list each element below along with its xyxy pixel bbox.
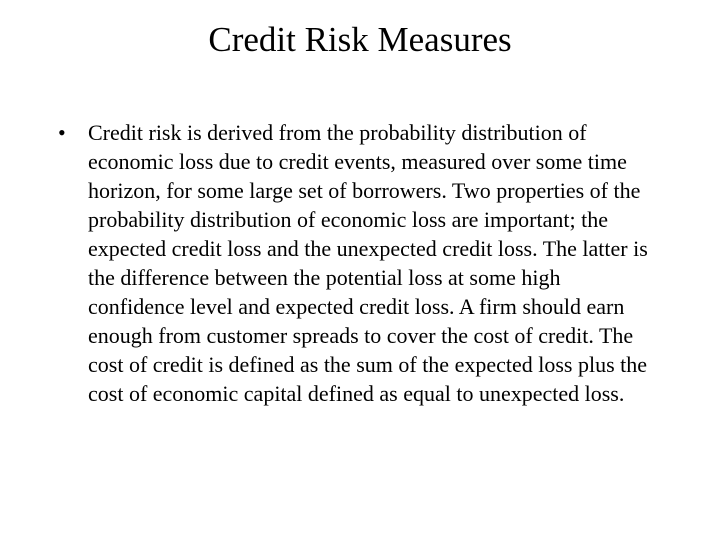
bullet-text: Credit risk is derived from the probability distribution of economic loss due to credit events, measured over some time horizon, for some large set of borrowers. Two properties of the probability distribution of economic loss are important; the expected credit loss and the unexpected credit loss. The latter is the difference between the potential loss at some high confidence level and expected credit loss. A firm should earn enough from customer spreads to cover the cost of credit. The cost of credit is defined as the sum of the expected loss plus the cost of economic capital defined as equal to unexpected loss.: [88, 120, 648, 406]
bullet-marker-icon: •: [58, 120, 66, 145]
bullet-list: [58, 118, 658, 408]
slide-title: Credit Risk Measures: [208, 20, 512, 59]
bullet-item: [58, 118, 658, 408]
